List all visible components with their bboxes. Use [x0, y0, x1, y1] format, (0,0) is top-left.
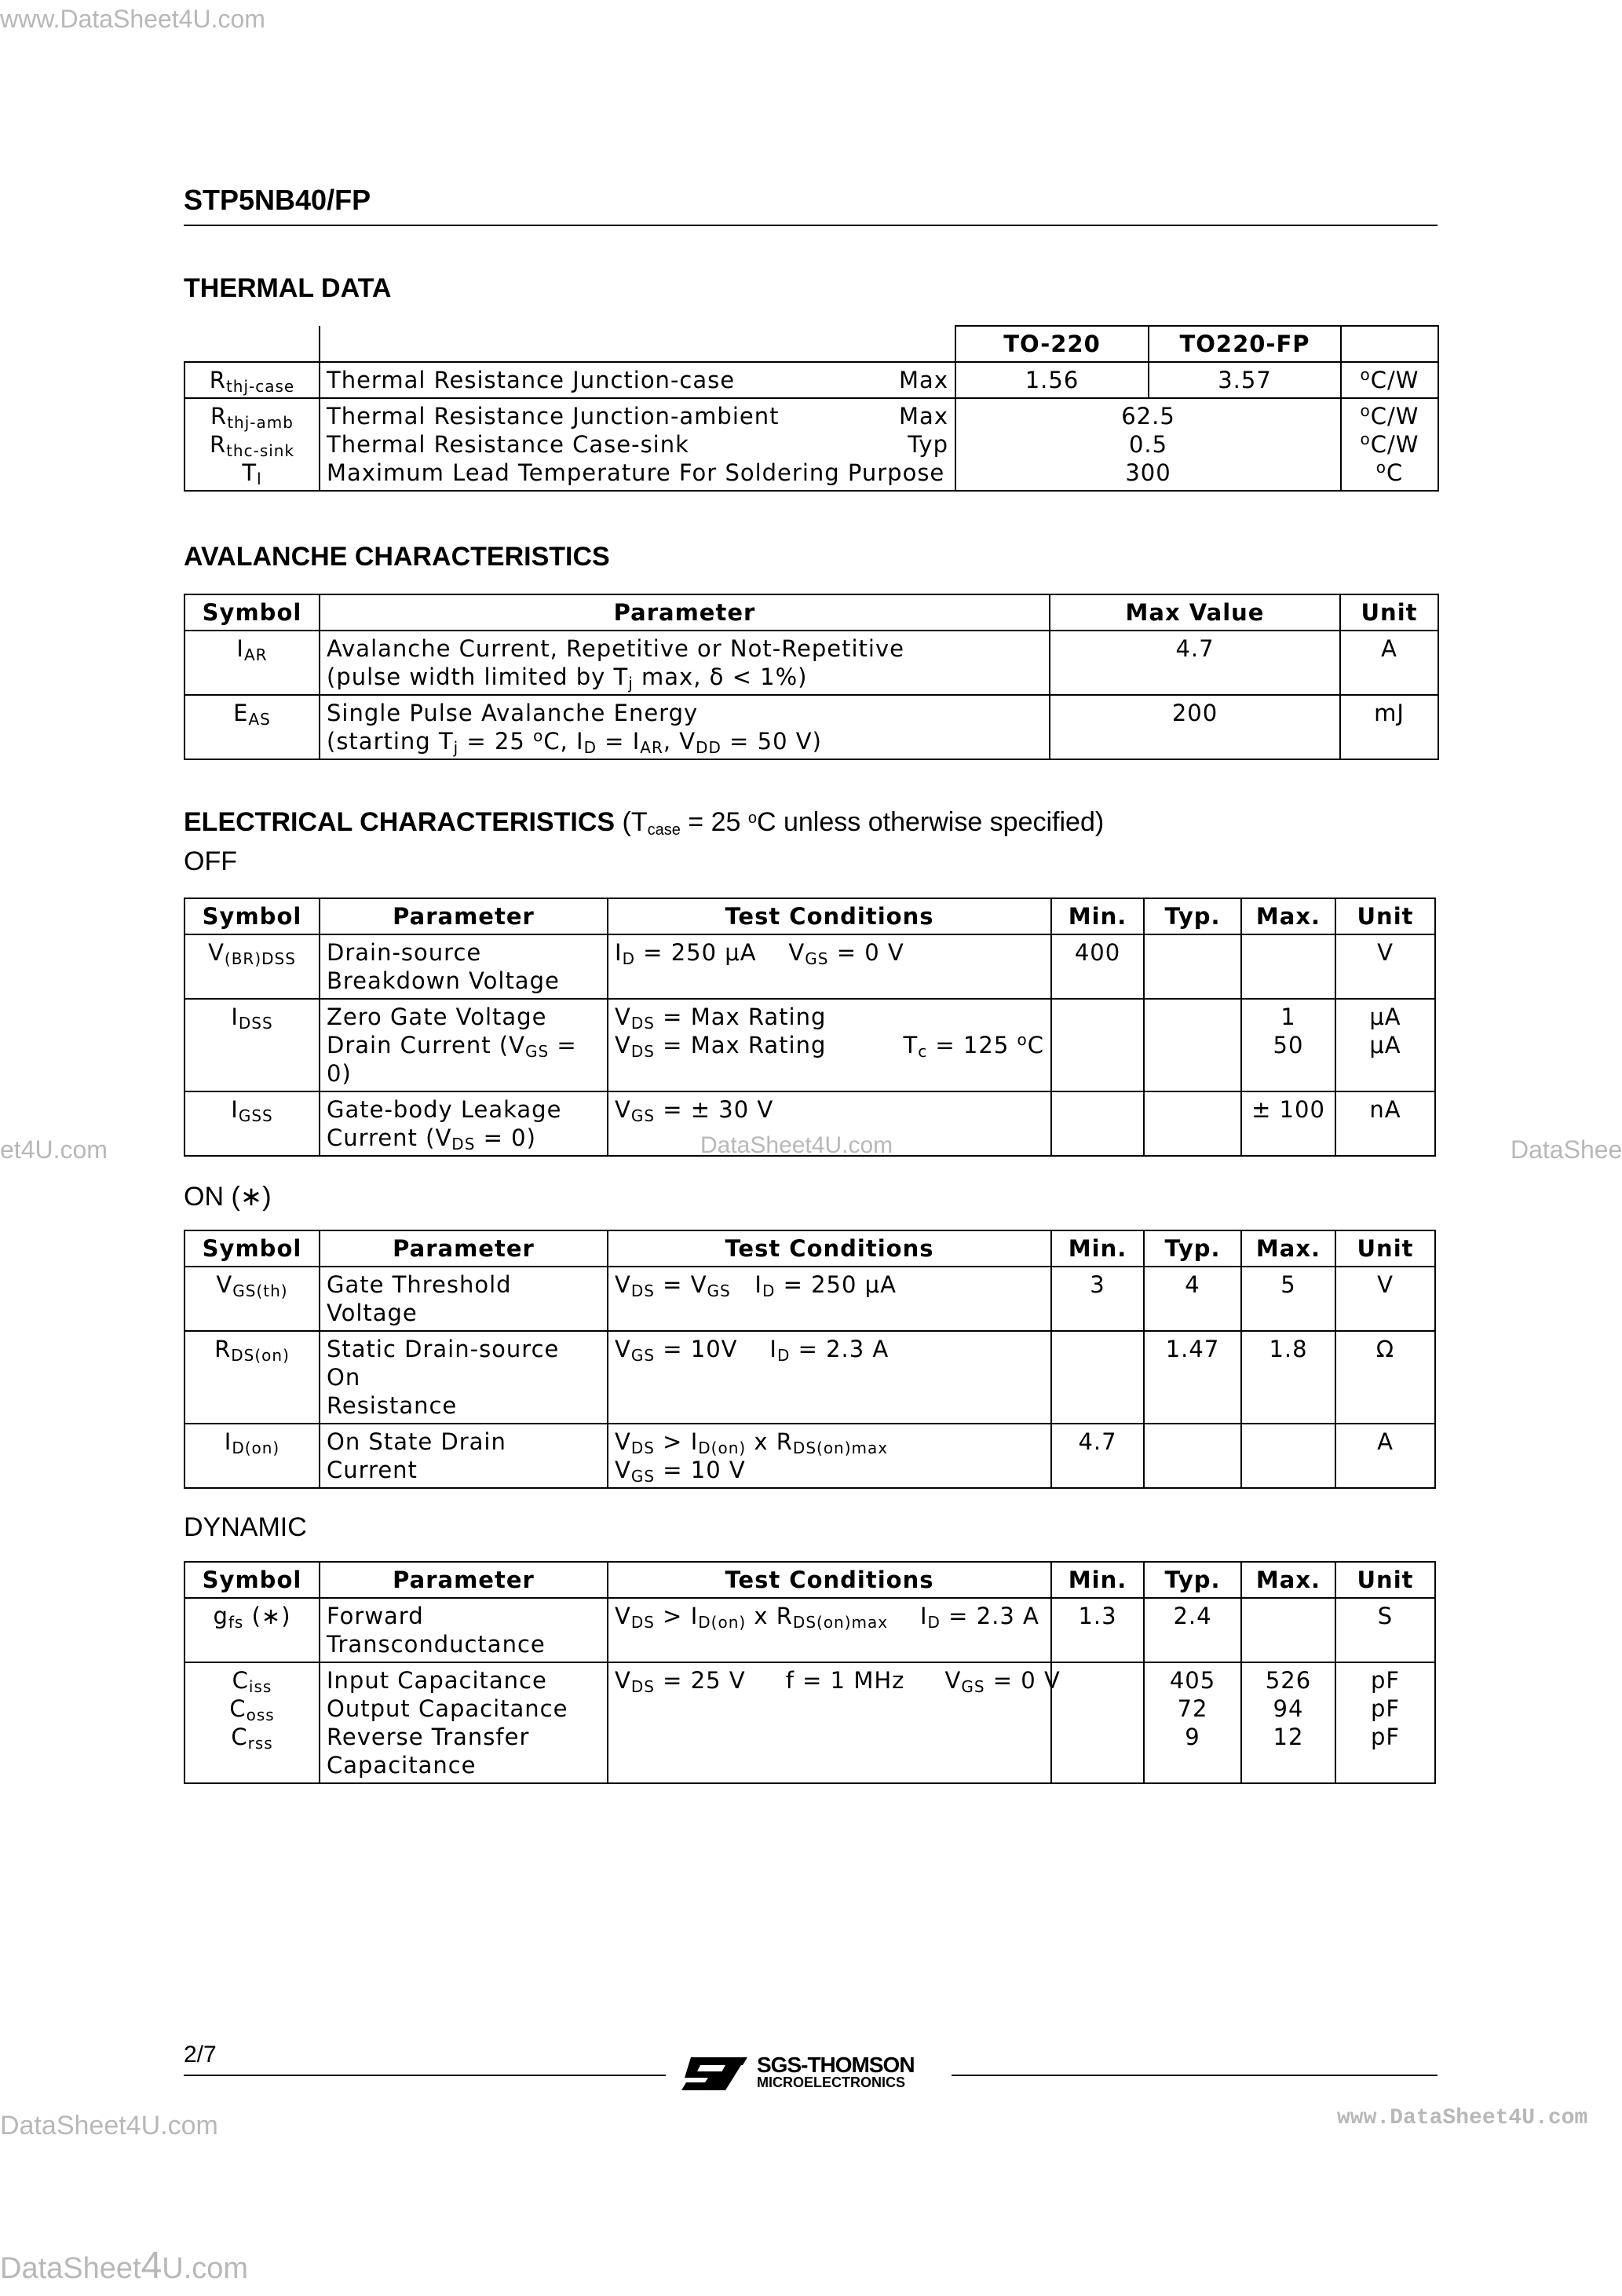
blank-cell [1341, 326, 1438, 362]
unit-cell: A [1340, 631, 1438, 695]
param-cell: Gate Threshold Voltage [320, 1267, 608, 1331]
conditions-cell: $V_{DS}$ = Max Rating $V_{DS}$ = Max Rating $T_c = 125$ $^o$C [608, 999, 1051, 1091]
col-parameter: Parameter [320, 898, 608, 934]
min-cell: 3 [1051, 1267, 1144, 1331]
symbol-cell: $C_{iss}$ $C_{oss}$ $C_{rss}$ [184, 1662, 320, 1783]
param-cell: Static Drain-source On Resistance [320, 1331, 608, 1424]
conditions-cell: $I_D = 250$ μA $V_{GS} = 0$ V [608, 934, 1051, 999]
footer-rule-right [952, 2075, 1438, 2076]
col-max-value: Max Value [1050, 594, 1340, 631]
min-cell [1051, 1662, 1144, 1783]
max-cell: ± 100 [1241, 1091, 1335, 1156]
col-unit: Unit [1335, 1562, 1435, 1598]
min-cell: 1.3 [1051, 1598, 1144, 1662]
typ-cell: 4 [1144, 1267, 1241, 1331]
conditions-cell: $V_{DS} = V_{GS}$ $I_D = 250$ μA [608, 1267, 1051, 1331]
unit-cell: V [1335, 1267, 1435, 1331]
col-symbol: Symbol [184, 898, 320, 934]
off-title: OFF [184, 846, 237, 876]
symbol-cell: $E_{AS}$ [184, 695, 320, 759]
table-row [184, 1331, 1435, 1424]
symbol-cell: $I_{DSS}$ [184, 999, 320, 1091]
dynamic-title: DYNAMIC [184, 1512, 307, 1542]
unit-cell: V [1335, 934, 1435, 999]
thermal-table [184, 325, 1439, 492]
value-cell: 3.57 [1149, 362, 1341, 398]
dynamic-table [184, 1561, 1436, 1784]
col-max: Max. [1241, 1562, 1335, 1598]
typ-cell [1144, 934, 1241, 999]
dynamic-header-row [184, 1562, 1435, 1598]
col-parameter: Parameter [320, 1230, 608, 1267]
col-parameter: Parameter [320, 1562, 608, 1598]
thermal-title: THERMAL DATA [184, 273, 392, 303]
param-cell: Input Capacitance Output Capacitance Reverse Transfer Capacitance [320, 1662, 608, 1783]
col-unit: Unit [1335, 1230, 1435, 1267]
param-cell: On State Drain Current [320, 1424, 608, 1488]
max-cell: 526 94 12 [1241, 1662, 1335, 1783]
col-min: Min. [1051, 1562, 1144, 1598]
symbol-cell: $R_{thj-amb}$ $R_{thc-sink}$ $T_l$ [184, 398, 320, 491]
conditions-cell: $V_{GS}$ = ± 30 V [608, 1091, 1051, 1156]
title-rule [184, 225, 1438, 226]
page-number: 2/7 [184, 2042, 217, 2067]
col-min: Min. [1051, 1230, 1144, 1267]
table-row [184, 1267, 1435, 1331]
col-typ: Typ. [1144, 898, 1241, 934]
avalanche-title: AVALANCHE CHARACTERISTICS [184, 542, 610, 572]
min-cell: 400 [1051, 934, 1144, 999]
table-row [184, 695, 1438, 759]
unit-cell: pF pF pF [1335, 1662, 1435, 1783]
col-symbol: Symbol [184, 594, 320, 631]
watermark-mid-left: et4U.com [0, 1135, 108, 1164]
watermark-mid-center: DataSheet4U.com [700, 1132, 893, 1158]
typ-cell: 1.47 [1144, 1331, 1241, 1424]
avalanche-table [184, 594, 1439, 760]
unit-cell: $^o$C/W $^o$C/W $^o$C [1341, 398, 1438, 491]
col-to220: TO-220 [955, 326, 1149, 362]
unit-cell: A [1335, 1424, 1435, 1488]
value-cell: 1.56 [955, 362, 1149, 398]
table-row [184, 631, 1438, 695]
brand-name: SGS-THOMSON [757, 2053, 915, 2077]
max-cell: 5 [1241, 1267, 1335, 1331]
param-cell: Forward Transconductance [320, 1598, 608, 1662]
st-logo-icon [677, 2056, 749, 2092]
param-cell: Single Pulse Avalanche Energy (starting $T_j = 25$ $^o$C, $I_D = I_{AR}$, $V_{DD} = 50$ V) [320, 695, 1050, 759]
on-title: ON (∗) [184, 1182, 272, 1212]
conditions-cell: $V_{DS} > I_{D(on)}$ x $R_{DS(on)max}$ $V_{GS} = 10$ V [608, 1424, 1051, 1488]
max-cell [1241, 1424, 1335, 1488]
page-title: STP5NB40/FP [184, 184, 371, 216]
col-unit: Unit [1340, 594, 1438, 631]
conditions-cell: $V_{DS} = 25$ V f = 1 MHz $V_{GS} = 0$ V [608, 1662, 1051, 1783]
col-symbol: Symbol [184, 1562, 320, 1598]
typ-cell [1144, 999, 1241, 1091]
col-symbol: Symbol [184, 1230, 320, 1267]
watermark-top-left: www.DataSheet4U.com [0, 5, 265, 33]
table-row [184, 1091, 1435, 1156]
col-to220fp: TO220-FP [1149, 326, 1341, 362]
max-cell [1241, 1598, 1335, 1662]
company-logo [677, 2053, 915, 2092]
watermark-bottom-left: DataSheet4U.com [0, 2111, 218, 2141]
param-cell: Thermal Resistance Junction-ambient Max Thermal Resistance Case-sink Typ Maximum Lead Temperature For Soldering Purpose [320, 398, 955, 491]
max-cell: 1 50 [1241, 999, 1335, 1091]
typ-cell [1144, 1424, 1241, 1488]
col-parameter: Parameter [320, 594, 1050, 631]
typ-cell: 2.4 [1144, 1598, 1241, 1662]
symbol-cell: $V_{(BR)DSS}$ [184, 934, 320, 999]
col-test-conditions: Test Conditions [608, 1562, 1051, 1598]
avalanche-header-row [184, 594, 1438, 631]
max-cell [1241, 934, 1335, 999]
param-cell: Drain-source Breakdown Voltage [320, 934, 608, 999]
table-row [184, 362, 1438, 398]
min-cell: 4.7 [1051, 1424, 1144, 1488]
unit-cell: $^o$C/W [1341, 362, 1438, 398]
typ-cell [1144, 1091, 1241, 1156]
table-row [184, 1598, 1435, 1662]
symbol-cell: $V_{GS(th)}$ [184, 1267, 320, 1331]
conditions-cell: $V_{GS} = 10V$ $I_D = 2.3$ A [608, 1331, 1051, 1424]
watermark-very-bottom: DataSheet4U.com [0, 2245, 249, 2287]
value-cell: 62.5 0.5 300 [955, 398, 1341, 491]
symbol-cell: $g_{fs}$ (∗) [184, 1598, 320, 1662]
param-cell: Avalanche Current, Repetitive or Not-Repetitive (pulse width limited by $T_j$ max, δ < 1%) [320, 631, 1050, 695]
blank-cell [320, 326, 955, 362]
thermal-header-row [184, 326, 1438, 362]
unit-cell: Ω [1335, 1331, 1435, 1424]
watermark-mid-right: DataShee [1511, 1135, 1622, 1164]
symbol-cell: $I_{D(on)}$ [184, 1424, 320, 1488]
off-header-row [184, 898, 1435, 934]
col-min: Min. [1051, 898, 1144, 934]
off-table [184, 898, 1436, 1157]
unit-cell: S [1335, 1598, 1435, 1662]
symbol-cell: $R_{DS(on)}$ [184, 1331, 320, 1424]
min-cell [1051, 1091, 1144, 1156]
typ-cell: 405 72 9 [1144, 1662, 1241, 1783]
unit-cell: mJ [1340, 695, 1438, 759]
min-cell [1051, 999, 1144, 1091]
min-cell [1051, 1331, 1144, 1424]
table-row [184, 1424, 1435, 1488]
table-row [184, 1662, 1435, 1783]
electrical-title: ELECTRICAL CHARACTERISTICS ($T_{case} = 25$ $^o$C unless otherwise specified) [184, 807, 1105, 839]
symbol-cell: $R_{thj-case}$ [184, 362, 320, 398]
on-header-row [184, 1230, 1435, 1267]
value-cell: 4.7 [1050, 631, 1340, 695]
col-max: Max. [1241, 1230, 1335, 1267]
max-cell: 1.8 [1241, 1331, 1335, 1424]
param-cell: Thermal Resistance Junction-case Max [320, 362, 955, 398]
table-row [184, 398, 1438, 491]
brand-subtitle: MICROELECTRONICS [757, 2075, 905, 2090]
col-unit: Unit [1335, 898, 1435, 934]
col-max: Max. [1241, 898, 1335, 934]
col-typ: Typ. [1144, 1562, 1241, 1598]
unit-cell: μA μA [1335, 999, 1435, 1091]
col-test-conditions: Test Conditions [608, 1230, 1051, 1267]
blank-cell [184, 326, 320, 362]
col-test-conditions: Test Conditions [608, 898, 1051, 934]
watermark-bottom-right: www.DataSheet4U.com [1337, 2106, 1588, 2130]
table-row [184, 934, 1435, 999]
footer-rule-left [184, 2075, 666, 2076]
on-table [184, 1230, 1436, 1489]
symbol-cell: $I_{AR}$ [184, 631, 320, 695]
value-cell: 200 [1050, 695, 1340, 759]
table-row [184, 999, 1435, 1091]
conditions-cell: $V_{DS} > I_{D(on)}$ x $R_{DS(on)max}$ $I_D = 2.3$ A [608, 1598, 1051, 1662]
unit-cell: nA [1335, 1091, 1435, 1156]
param-cell: Zero Gate Voltage Drain Current $(V_{GS} = 0)$ [320, 999, 608, 1091]
col-typ: Typ. [1144, 1230, 1241, 1267]
param-cell: Gate-body Leakage Current $(V_{DS} = 0)$ [320, 1091, 608, 1156]
symbol-cell: $I_{GSS}$ [184, 1091, 320, 1156]
